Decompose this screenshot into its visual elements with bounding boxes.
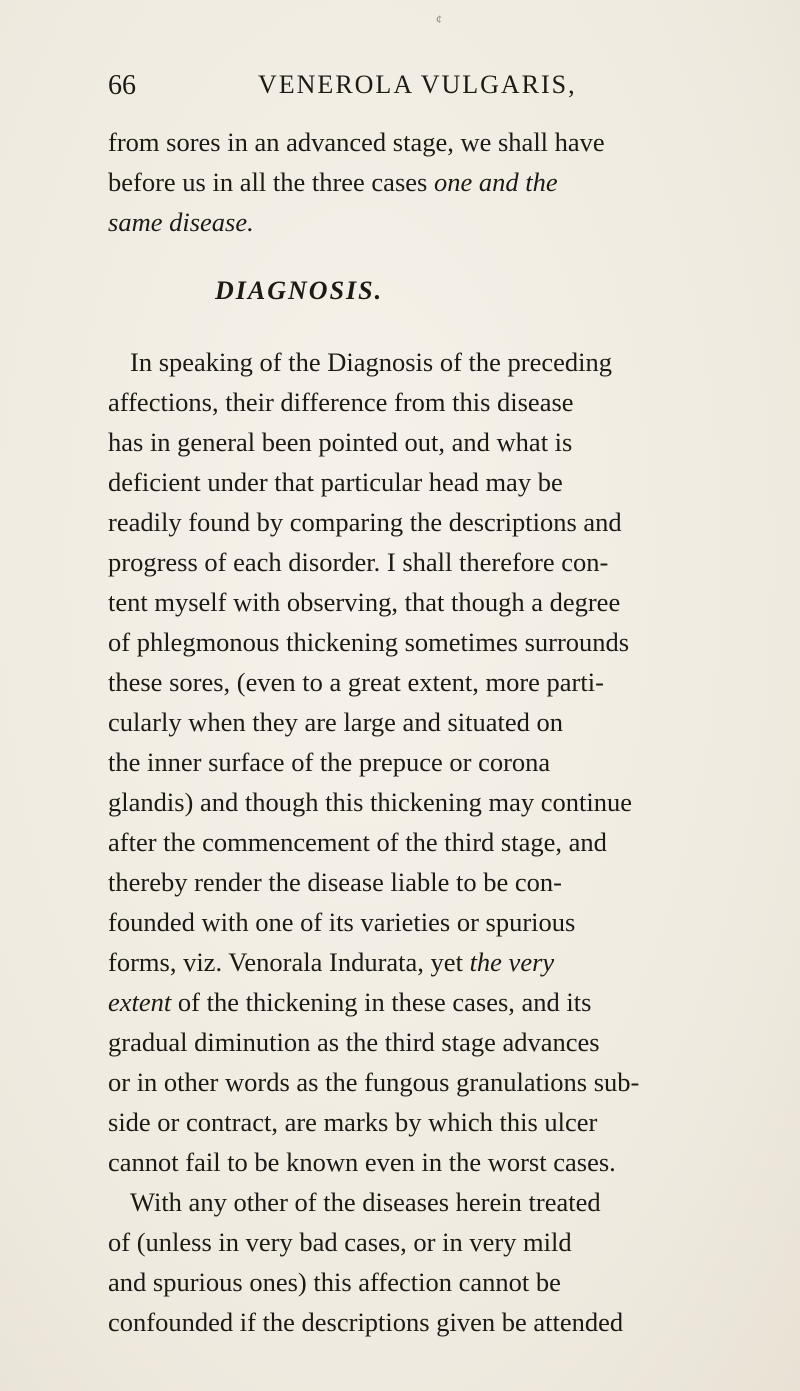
text-line: extent of the thickening in these cases, and its	[108, 987, 592, 1017]
page-number: 66	[108, 70, 136, 101]
italic-text: one and the	[433, 167, 558, 197]
italic-text: extent	[108, 987, 172, 1017]
text-line: tent myself with observing, that though a degree	[108, 587, 621, 617]
italic-text: the very	[469, 947, 555, 977]
text-line: and spurious ones) this affection cannot be	[108, 1267, 561, 1297]
text-line: before us in all the three cases one and the	[108, 167, 558, 197]
text-line: confounded if the descriptions given be attended	[108, 1307, 624, 1337]
page-mark: ¢	[436, 12, 442, 26]
text-line: glandis) and though this thickening may continue	[108, 787, 633, 817]
page-header	[108, 70, 708, 110]
running-head: VENEROLA VULGARIS,	[258, 70, 577, 99]
text-line: With any other of the diseases herein treated	[130, 1187, 601, 1217]
text-line: side or contract, are marks by which this ulcer	[108, 1107, 598, 1137]
text-line: progress of each disorder. I shall therefore con-	[108, 547, 609, 577]
text-line: forms, viz. Venorala Indurata, yet the very	[108, 947, 555, 977]
text-line: affections, their difference from this disease	[108, 387, 574, 417]
text-line: or in other words as the fungous granulations sub-	[108, 1067, 640, 1097]
body-text	[108, 122, 793, 1342]
text-line: these sores, (even to a great extent, more parti-	[108, 667, 604, 697]
italic-text: same disease.	[108, 207, 254, 237]
text-line: from sores in an advanced stage, we shall have	[108, 127, 605, 157]
section-heading: DIAGNOSIS.	[215, 276, 384, 305]
text-line: the inner surface of the prepuce or corona	[108, 747, 551, 777]
text-line: cannot fail to be known even in the worst cases.	[108, 1147, 616, 1177]
text-line: founded with one of its varieties or spurious	[108, 907, 576, 937]
text-line: cularly when they are large and situated on	[108, 707, 563, 737]
text-line	[108, 202, 793, 242]
text-line: deficient under that particular head may be	[108, 467, 563, 497]
text-line: after the commencement of the third stage, and	[108, 827, 607, 857]
text-line: readily found by comparing the descriptions and	[108, 507, 622, 537]
text-line: of phlegmonous thickening sometimes surrounds	[108, 627, 630, 657]
text-line: has in general been pointed out, and what is	[108, 427, 573, 457]
text-line: thereby render the disease liable to be con-	[108, 867, 562, 897]
text-line: of (unless in very bad cases, or in very mild	[108, 1227, 572, 1257]
text-line: In speaking of the Diagnosis of the preceding	[130, 347, 613, 377]
text-line: gradual diminution as the third stage advances	[108, 1027, 600, 1057]
heading-block	[108, 242, 793, 342]
